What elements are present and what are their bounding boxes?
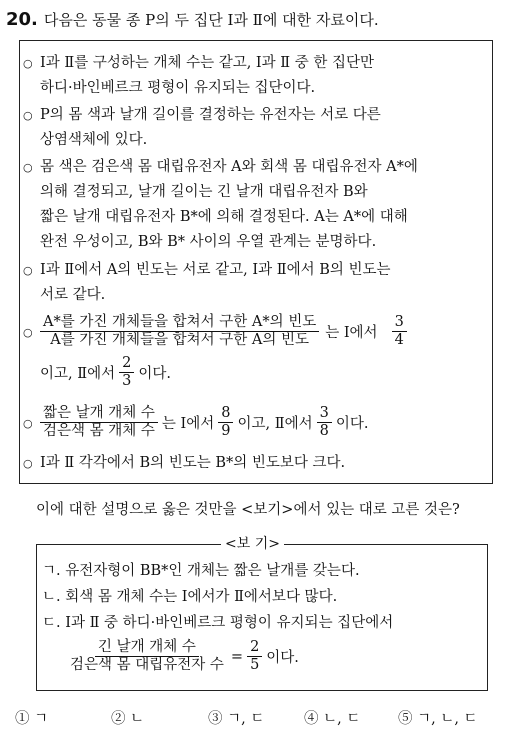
choice-3[interactable] <box>208 707 264 728</box>
item-line: 완전 우성이고, B와 B* 사이의 우열 관계는 분명하다. <box>40 234 377 250</box>
fraction-denominator: 9 <box>221 423 231 439</box>
item-text: 이다. <box>138 366 171 382</box>
fraction-numerator: 긴 날개 개체 수 <box>95 639 199 657</box>
fraction-denominator: A를 가진 개체들을 합쳐서 구한 A의 빈도 <box>50 332 309 348</box>
item-text: 이고, Ⅱ에서 <box>237 416 313 432</box>
item-line: 상염색체에 있다. <box>40 132 148 148</box>
bogi-statement-3: ㄷ. Ⅰ과 Ⅱ 중 하디·바인베르크 평형이 유지되는 집단에서 <box>42 615 394 631</box>
choice-mark: ③ <box>208 711 223 727</box>
item-line: 몸 색은 검은색 몸 대립유전자 A와 회색 몸 대립유전자 A*에 <box>40 159 418 175</box>
item-text: 는 Ⅰ에서 <box>325 325 378 341</box>
value-fraction <box>119 355 134 390</box>
data-box <box>19 40 493 484</box>
choice-5[interactable] <box>398 707 478 728</box>
bogi-box <box>36 536 488 691</box>
question-text: 다음은 동물 종 P의 두 집단 Ⅰ과 Ⅱ에 대한 자료이다. <box>43 11 379 29</box>
choice-text: ㄱ, ㄴ, ㄷ <box>417 711 478 727</box>
allele-ratio-fraction <box>40 314 319 349</box>
bullet-icon: ○ <box>23 326 33 339</box>
fraction-line <box>40 314 495 349</box>
choice-mark: ⑤ <box>398 711 413 727</box>
fraction-numerator: 3 <box>392 314 407 332</box>
data-item <box>23 314 495 390</box>
bullet-icon: ○ <box>23 264 33 277</box>
fraction-denominator: 검은색 몸 개체 수 <box>43 423 155 439</box>
item-line: 짧은 날개 대립유전자 B*에 의해 결정된다. A는 A*에 대해 <box>40 209 408 225</box>
fraction-line <box>40 355 495 390</box>
fraction-numerator: A*를 가진 개체들을 합쳐서 구한 A*의 빈도 <box>40 314 319 332</box>
item-line: 서로 같다. <box>40 287 106 303</box>
choice-1[interactable] <box>15 707 48 728</box>
value-fraction <box>392 314 407 349</box>
fraction-numerator: 8 <box>218 405 233 423</box>
choice-text: ㄴ <box>130 711 145 727</box>
choice-text: ㄱ, ㄷ <box>227 711 265 727</box>
data-item <box>23 155 495 255</box>
choice-mark: ① <box>15 711 30 727</box>
bogi-title: <보 기> <box>221 535 284 553</box>
item-line: Ⅰ과 Ⅱ를 구성하는 개체 수는 같고, Ⅰ과 Ⅱ 중 한 집단만 <box>40 55 374 71</box>
equals-sign: = <box>230 648 244 665</box>
bogi-statement-2: ㄴ. 회색 몸 개체 수는 Ⅰ에서가 Ⅱ에서보다 많다. <box>42 589 338 605</box>
bogi-statement-3-fraction <box>63 639 299 674</box>
choice-text: ㄴ, ㄷ <box>323 711 361 727</box>
bullet-icon: ○ <box>23 417 33 430</box>
bullet-icon: ○ <box>23 109 33 122</box>
bogi-statement-1: ㄱ. 유전자형이 BB*인 개체는 짧은 날개를 갖는다. <box>42 563 360 579</box>
data-item <box>23 451 495 476</box>
statement-text: 이다. <box>266 650 299 666</box>
value-fraction <box>317 405 332 440</box>
item-line: 의해 결정되고, 날개 길이는 긴 날개 대립유전자 B와 <box>40 184 368 200</box>
question-number: 20. <box>6 9 38 30</box>
wing-ratio-fraction <box>67 639 227 674</box>
fraction-denominator: 검은색 몸 대립유전자 수 <box>70 657 224 673</box>
bullet-icon: ○ <box>23 457 33 470</box>
bullet-icon: ○ <box>23 57 33 70</box>
choice-text: ㄱ <box>34 711 49 727</box>
data-item <box>23 103 495 153</box>
fraction-numerator: 2 <box>119 355 134 373</box>
item-line: 하디·바인베르크 평형이 유지되는 집단이다. <box>40 80 316 96</box>
choice-4[interactable] <box>304 707 360 728</box>
fraction-line <box>40 405 495 440</box>
bullet-icon: ○ <box>23 161 33 174</box>
fraction-denominator: 5 <box>250 657 260 673</box>
data-item <box>23 405 495 440</box>
question-prompt: 이에 대한 설명으로 옳은 것만을 <보기>에서 있는 대로 고른 것은? <box>36 502 460 518</box>
fraction-denominator: 3 <box>122 373 132 389</box>
item-line: Ⅰ과 Ⅱ 각각에서 B의 빈도는 B*의 빈도보다 크다. <box>40 455 346 471</box>
data-item <box>23 258 495 308</box>
fraction-numerator: 짧은 날개 개체 수 <box>40 405 158 423</box>
item-line: P의 몸 색과 날개 길이를 결정하는 유전자는 서로 다른 <box>40 107 381 123</box>
value-fraction <box>218 405 233 440</box>
fraction-numerator: 2 <box>247 639 262 657</box>
choice-mark: ④ <box>304 711 319 727</box>
value-fraction <box>247 639 262 674</box>
question-header <box>6 9 379 30</box>
choice-mark: ② <box>111 711 126 727</box>
fraction-denominator: 4 <box>394 332 404 348</box>
item-line: Ⅰ과 Ⅱ에서 A의 빈도는 서로 같고, Ⅰ과 Ⅱ에서 B의 빈도는 <box>40 262 391 278</box>
item-text: 이고, Ⅱ에서 <box>40 366 116 382</box>
answer-choices <box>15 707 495 729</box>
item-text: 이다. <box>335 416 369 432</box>
data-item <box>23 51 495 101</box>
fraction-denominator: 8 <box>319 423 329 439</box>
count-ratio-fraction <box>40 405 158 440</box>
fraction-numerator: 3 <box>317 405 332 423</box>
item-text: 는 Ⅰ에서 <box>161 416 215 432</box>
choice-2[interactable] <box>111 707 144 728</box>
